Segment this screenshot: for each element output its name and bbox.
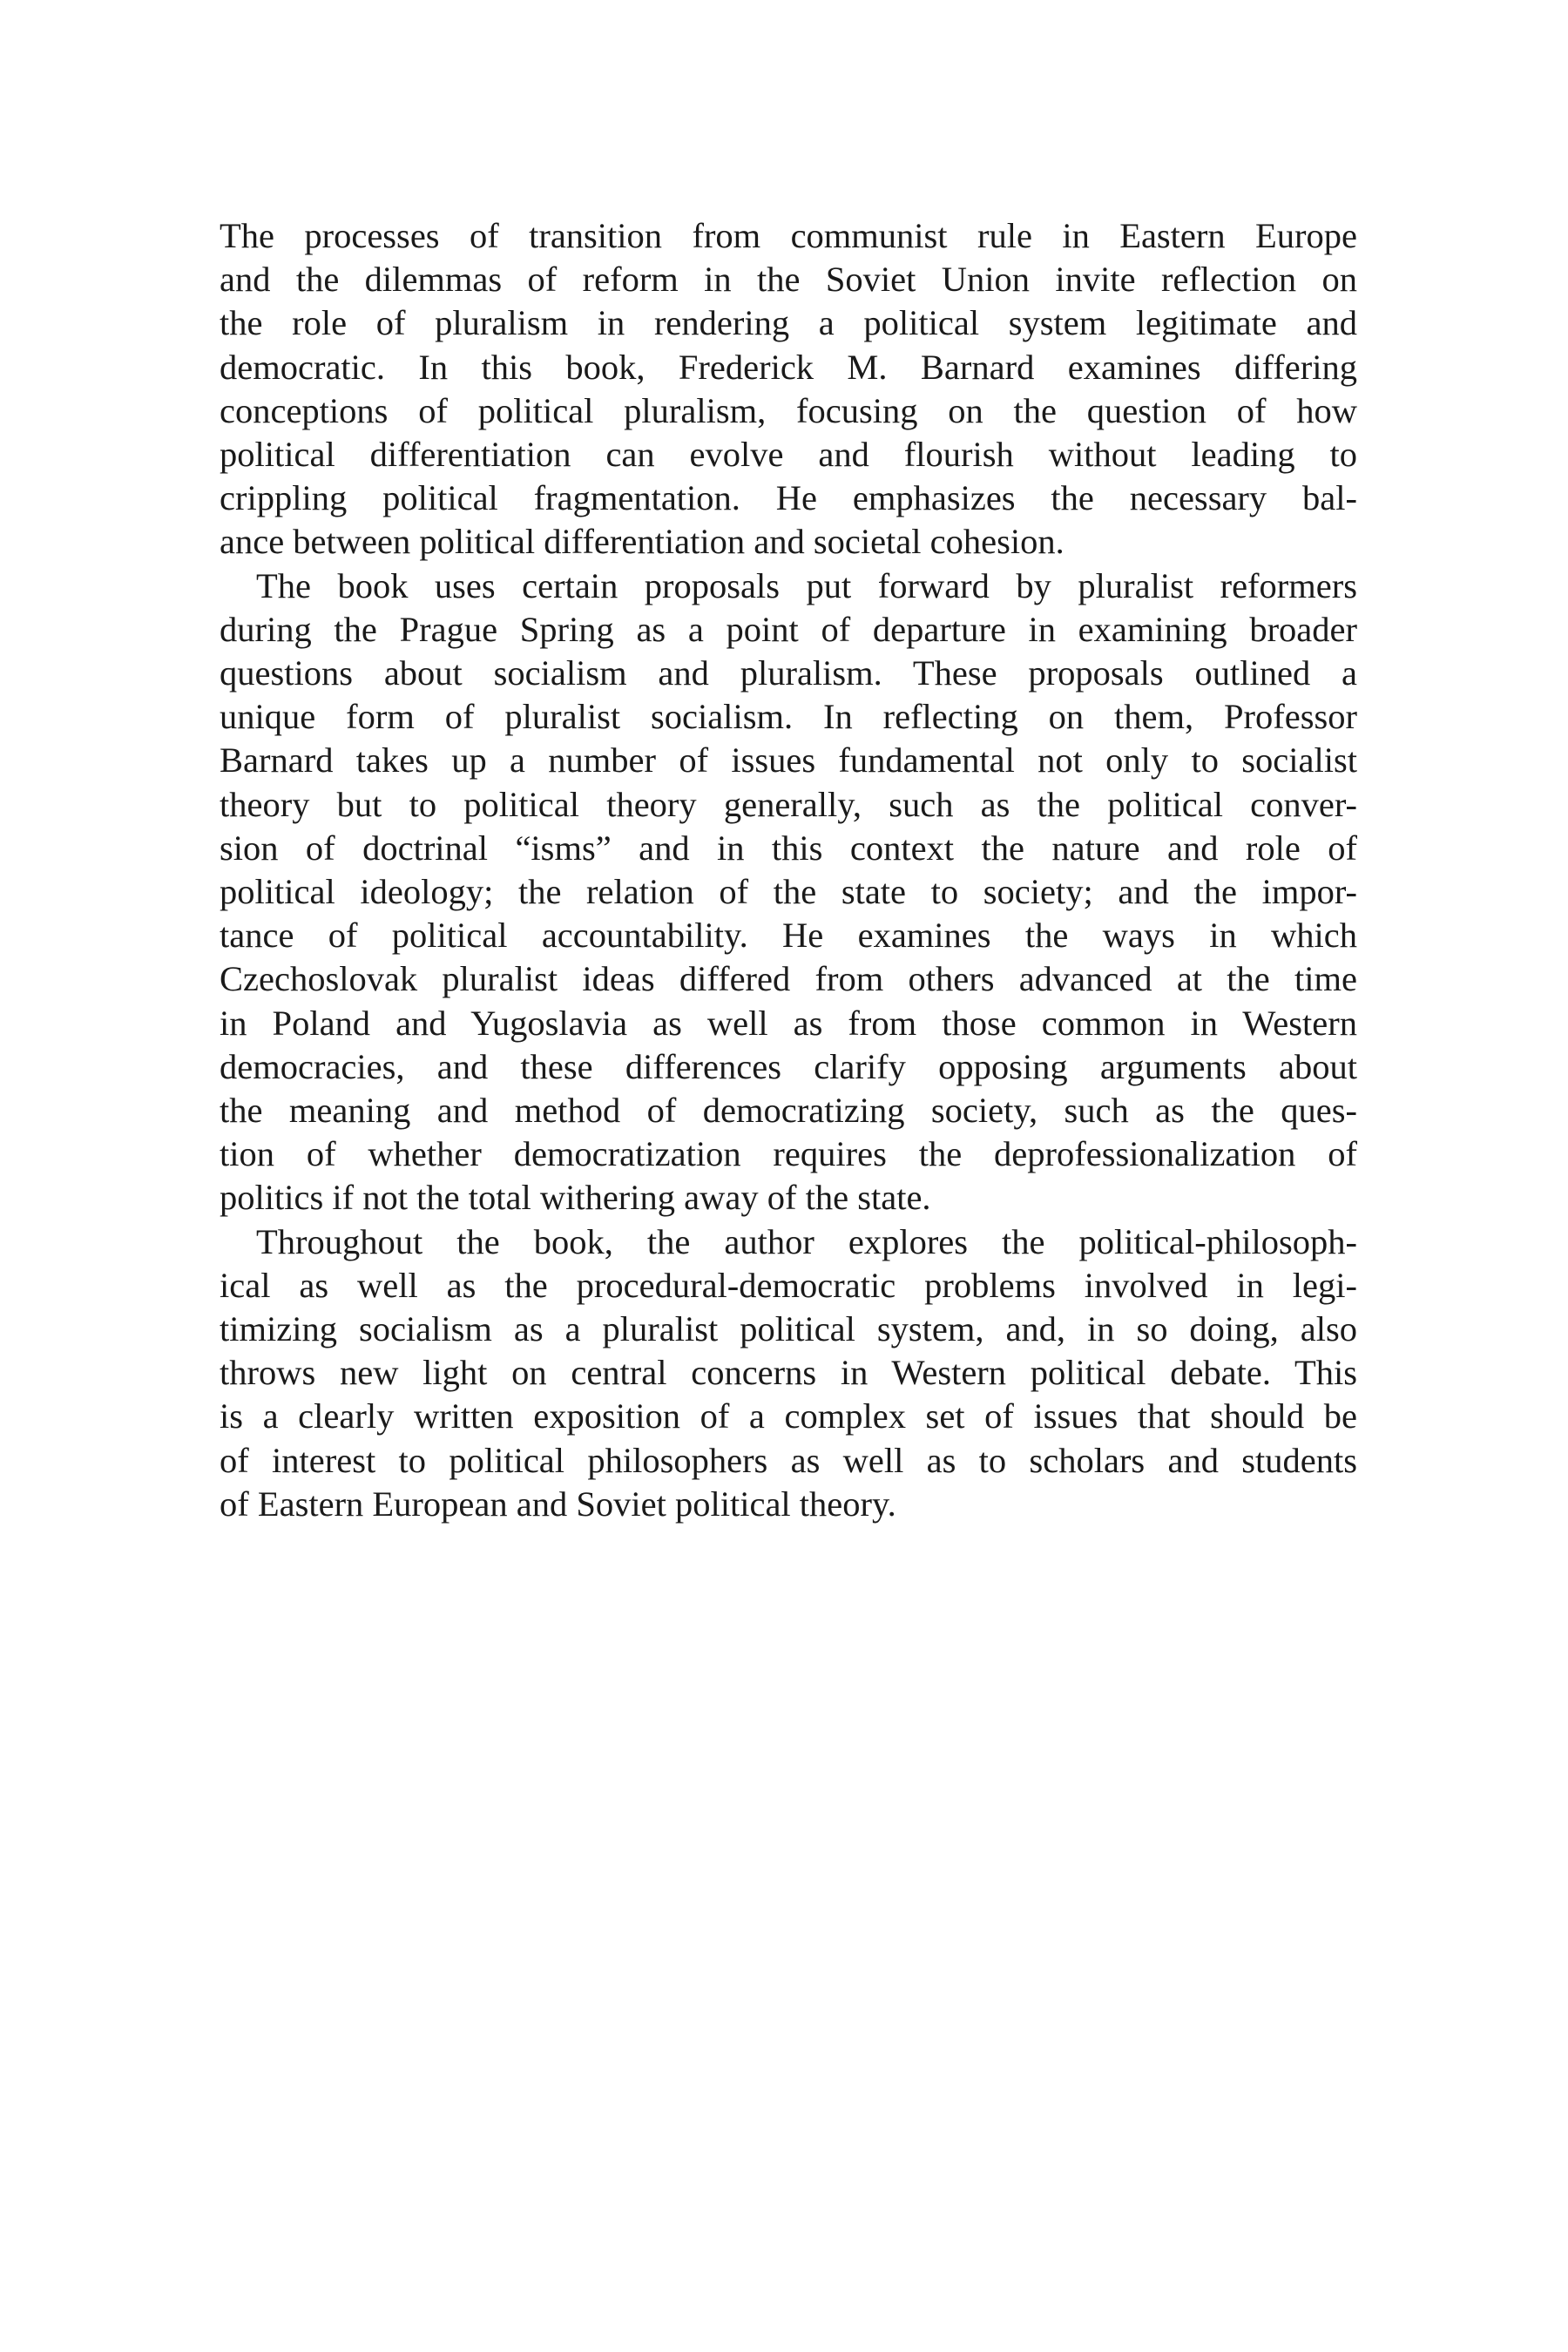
- text-line: sion of doctrinal “isms” and in this context the nature and role of: [220, 828, 1357, 868]
- text-line: questions about socialism and pluralism. These proposals outlined a: [220, 653, 1357, 693]
- text-line: democracies, and these differences clarify opposing arguments about: [220, 1046, 1357, 1086]
- text-line: politics if not the total withering away of the state.: [220, 1178, 931, 1218]
- text-line: conceptions of political pluralism, focusing on the question of how: [220, 390, 1357, 430]
- text-line: timizing socialism as a pluralist political system, and, in so doing, also: [220, 1309, 1357, 1349]
- text-line: ance between political differentiation and societal cohesion.: [220, 522, 1064, 562]
- text-line: and the dilemmas of reform in the Soviet Union invite reflection on: [220, 260, 1357, 300]
- text-line: ical as well as the procedural-democratic problems involved in legi-: [220, 1265, 1357, 1305]
- text-line: unique form of pluralist socialism. In reflecting on them, Professor: [220, 697, 1357, 737]
- text-line: The processes of transition from communist rule in Eastern Europe: [220, 216, 1357, 255]
- text-line: democratic. In this book, Frederick M. Barnard examines differing: [220, 347, 1357, 387]
- text-line: theory but to political theory generally, such as the political conver-: [220, 784, 1357, 824]
- book-description: [220, 214, 1357, 1526]
- text-line: political ideology; the relation of the state to society; and the impor-: [220, 872, 1357, 912]
- text-line: tance of political accountability. He examines the ways in which: [220, 916, 1357, 956]
- text-line: tion of whether democratization requires the deprofessionalization of: [220, 1134, 1357, 1174]
- paragraph-1: [220, 214, 1357, 564]
- text-line: during the Prague Spring as a point of departure in examining broader: [220, 609, 1357, 649]
- text-line: political differentiation can evolve and flourish without leading to: [220, 435, 1357, 475]
- text-line: in Poland and Yugoslavia as well as from those common in Western: [220, 1003, 1357, 1043]
- text-line: the meaning and method of democratizing society, such as the ques-: [220, 1091, 1357, 1131]
- text-line: crippling political fragmentation. He emphasizes the necessary bal-: [220, 478, 1357, 518]
- text-line: The book uses certain proposals put forward by pluralist reformers: [256, 565, 1357, 605]
- text-line: Czechoslovak pluralist ideas differed from others advanced at the time: [220, 959, 1357, 999]
- paragraph-2: [220, 564, 1357, 1220]
- text-line: Barnard takes up a number of issues fundamental not only to socialist: [220, 740, 1357, 781]
- paragraph-3: [220, 1220, 1357, 1526]
- text-line: the role of pluralism in rendering a political system legitimate and: [220, 303, 1357, 343]
- text-line: of Eastern European and Soviet political theory.: [220, 1484, 896, 1524]
- text-line: Throughout the book, the author explores the political-philosoph-: [256, 1221, 1357, 1261]
- text-line: throws new light on central concerns in Western political debate. This: [220, 1353, 1357, 1393]
- text-line: of interest to political philosophers as well as to scholars and students: [220, 1440, 1357, 1480]
- text-line: is a clearly written exposition of a complex set of issues that should be: [220, 1396, 1357, 1436]
